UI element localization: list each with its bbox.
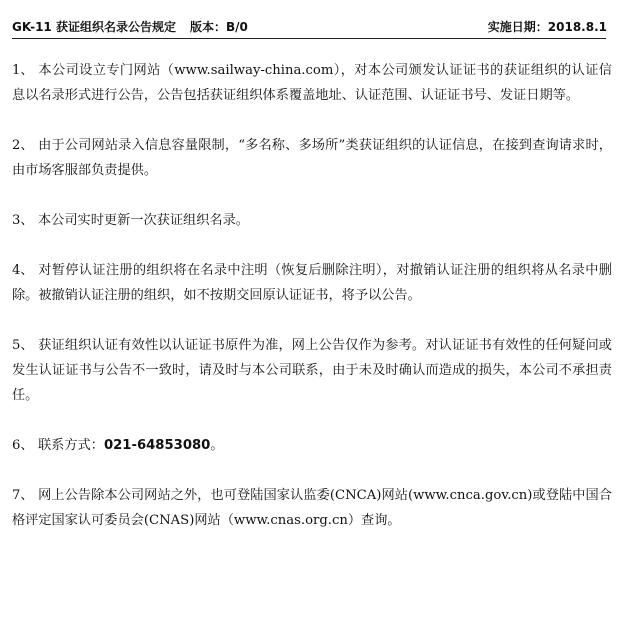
document-body [12, 58, 612, 558]
clause-5 [12, 333, 612, 408]
clause-number: 5、 [12, 338, 34, 353]
contact-label: 联系方式： [38, 438, 104, 453]
clause-text: 网上公告除本公司网站之外，也可登陆国家认监委(CNCA)网站(www.cnca.gov.cn)或登陆中国合格评定国家认可委员会(CNAS)网站（www.cnas.org.cn）查询。 [12, 488, 612, 528]
clause-number: 3、 [12, 213, 34, 228]
header-divider [12, 38, 606, 39]
clause-3 [12, 208, 612, 233]
clause-text: 本公司实时更新一次获证组织名录。 [38, 213, 249, 228]
clause-end: 。 [210, 438, 224, 453]
clause-1 [12, 58, 612, 108]
contact-phone: 021-64853080 [103, 438, 211, 453]
clause-number: 4、 [12, 263, 34, 278]
clause-4 [12, 258, 612, 308]
version-label: 版本：B/0 [189, 20, 248, 34]
clause-text: 对暂停认证注册的组织将在名录中注明（恢复后删除注明），对撤销认证注册的组织将从名录中删除。被撤销认证注册的组织，如不按期交回原认证证书，将予以公告。 [12, 263, 612, 303]
clause-text: 本公司设立专门网站（www.sailway-china.com），对本公司颁发认证证书的获证组织的认证信息以名录形式进行公告，公告包括获证组织体系覆盖地址、认证范围、认证证书号、发证日期等。 [12, 63, 612, 103]
clause-2 [12, 133, 612, 183]
clause-number: 2、 [12, 138, 34, 153]
clause-text: 由于公司网站录入信息容量限制，“多名称、多场所”类获证组织的认证信息，在接到查询请求时，由市场客服部负责提供。 [12, 138, 612, 178]
clause-number: 6、 [12, 438, 34, 453]
document-header [12, 18, 612, 36]
clause-7 [12, 483, 612, 533]
effective-date: 实施日期：2018.8.1 [487, 20, 607, 34]
header-left [12, 18, 248, 36]
clause-number: 7、 [12, 488, 34, 503]
clause-6 [12, 433, 612, 458]
document-title: GK-11 获证组织名录公告规定 [12, 20, 176, 34]
clause-number: 1、 [12, 63, 34, 78]
clause-text: 获证组织认证有效性以认证证书原件为准，网上公告仅作为参考。对认证证书有效性的任何疑问或发生认证证书与公告不一致时，请及时与本公司联系，由于未及时确认而造成的损失，本公司不承担责任。 [12, 338, 612, 403]
